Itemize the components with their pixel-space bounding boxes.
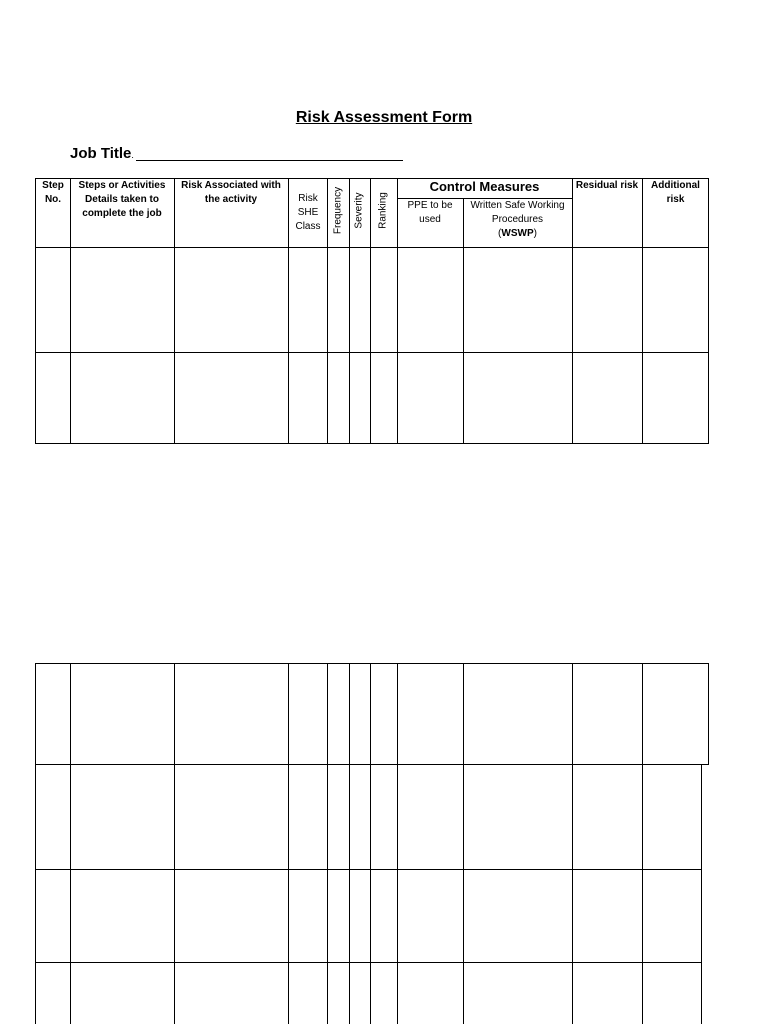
col-border — [70, 663, 71, 1024]
col-border — [708, 178, 709, 443]
col-border — [642, 663, 643, 1024]
header-risk-she-class: Risk SHE Class — [295, 193, 321, 232]
row-divider — [35, 764, 709, 765]
header-wswp-close: ) — [533, 228, 537, 239]
table-bottom-border — [35, 443, 709, 444]
row-divider — [35, 962, 702, 963]
col-border — [349, 178, 350, 443]
col-border — [701, 764, 702, 1024]
form-title: Risk Assessment Form — [295, 109, 473, 126]
header-additional-risk: Additional risk — [651, 180, 700, 205]
job-title-label: Job Title — [70, 145, 132, 162]
col-border — [327, 663, 328, 1024]
col-border — [572, 178, 573, 443]
col-border — [349, 663, 350, 1024]
header-ranking: Ranking — [377, 192, 389, 229]
col-border — [397, 663, 398, 1024]
header-risk-associated: Risk Associated with the activity — [181, 180, 281, 205]
table-cell[interactable] — [71, 353, 174, 443]
col-border — [174, 178, 175, 443]
header-wswp-open: ( — [498, 228, 502, 239]
header-wswp — [464, 199, 571, 241]
col-border — [35, 178, 36, 443]
header-wswp-abbrev: WSWP — [501, 228, 534, 239]
header-severity: Severity — [353, 192, 365, 229]
col-border — [463, 663, 464, 1024]
header-steps: Steps or Activities Details taken to complete the job — [78, 180, 166, 219]
header-control-measures: Control Measures — [429, 179, 540, 194]
header-residual-risk: Residual risk — [575, 180, 639, 191]
col-border — [174, 663, 175, 1024]
row-divider — [35, 869, 702, 870]
table-cell[interactable] — [71, 248, 174, 352]
col-border — [642, 178, 643, 443]
col-border — [370, 663, 371, 1024]
col-border — [370, 178, 371, 443]
col-border — [327, 178, 328, 443]
header-frequency: Frequency — [332, 186, 344, 235]
table-top-border — [35, 663, 709, 664]
job-title-label-group — [70, 145, 134, 162]
job-title-colon: . — [131, 150, 134, 160]
col-border — [288, 663, 289, 1024]
col-border — [708, 663, 709, 764]
col-border — [572, 663, 573, 1024]
header-step-no: Step No. — [42, 180, 64, 205]
col-border — [35, 663, 36, 1024]
job-title-input-line[interactable] — [136, 160, 403, 161]
header-ppe: PPE to be used — [407, 200, 453, 225]
header-wswp-text: Written Safe Working Procedures — [470, 200, 565, 225]
